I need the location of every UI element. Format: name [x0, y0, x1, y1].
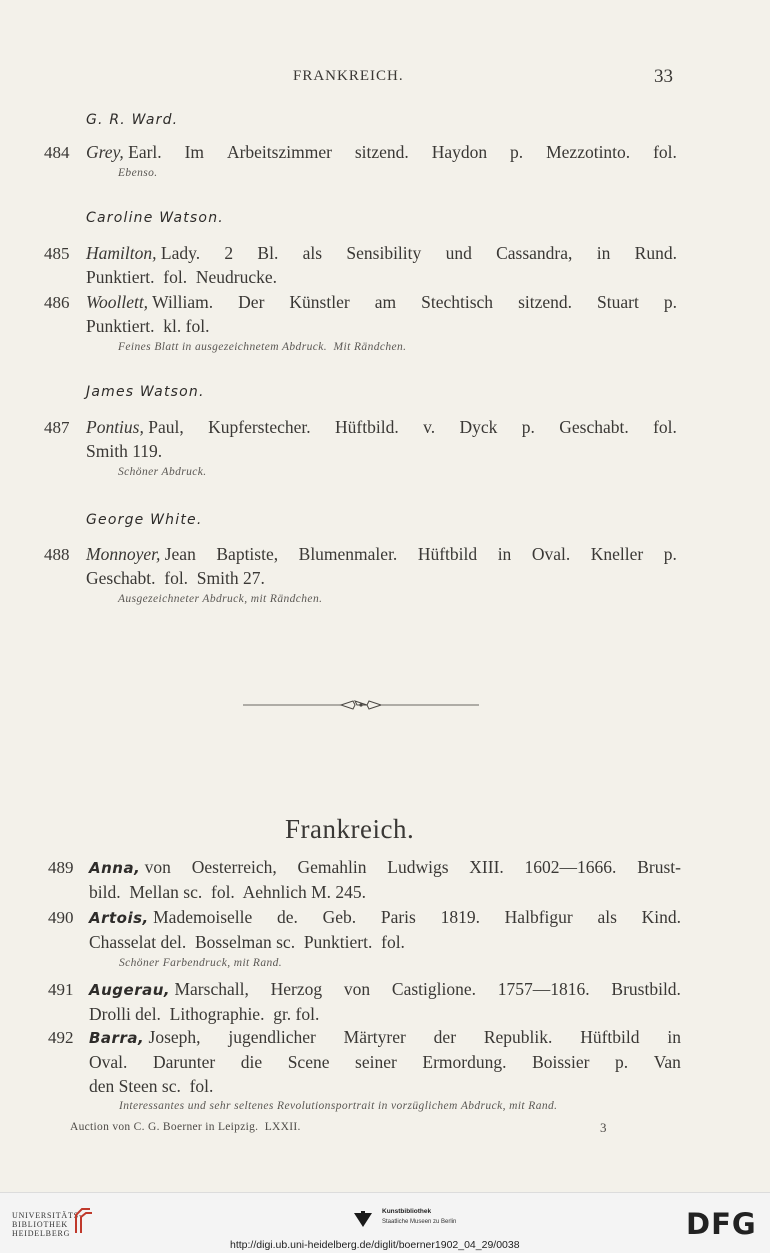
entry-name: Anna,	[89, 859, 141, 877]
section-artist-george-white: George White.	[86, 512, 203, 528]
section-artist-james-watson: James Watson.	[86, 384, 205, 400]
entry-name: Augerau,	[89, 981, 171, 999]
auction-footer: Auction von C. G. Boerner in Leipzig. LXXII.	[70, 1121, 301, 1133]
entry-number: 490	[48, 908, 74, 927]
kunstbibliothek-title: Kunstbibliothek	[382, 1208, 432, 1215]
entry-484-line1: Grey, Earl. Im Arbeitszimmer sitzend. Haydon p. Mezzotinto. fol.	[86, 142, 677, 162]
entry-486-line2: Punktiert. kl. fol.	[86, 316, 210, 336]
entry-number: 485	[44, 244, 70, 263]
entry-486-line1: Woollett, William. Der Künstler am Stechtisch sitzend. Stuart p.	[86, 292, 677, 312]
kunstbibliothek-logo-icon	[352, 1209, 374, 1229]
entry-492-note: Interessantes und sehr seltenes Revolutionsportrait in vorzüglichem Abdruck, mit Rand.	[119, 1100, 558, 1112]
entry-name: Barra,	[89, 1029, 145, 1047]
chapter-heading: Frankreich.	[285, 814, 415, 844]
entry-485-line1: Hamilton, Lady. 2 Bl. als Sensibility und Cassandra, in Rund.	[86, 243, 677, 263]
entry-489-line2: bild. Mellan sc. fol. Aehnlich M. 245.	[89, 882, 367, 902]
entry-number: 484	[44, 143, 70, 162]
entry-486-note: Feines Blatt in ausgezeichnetem Abdruck. Mit Rändchen.	[118, 341, 407, 353]
section-artist-caroline-watson: Caroline Watson.	[86, 210, 224, 226]
entry-name: Monnoyer,	[86, 544, 161, 564]
entry-name: Hamilton,	[86, 243, 157, 263]
entry-488-line1: Monnoyer, Jean Baptiste, Blumenmaler. Hüftbild in Oval. Kneller p.	[86, 544, 677, 564]
entry-number: 491	[48, 980, 74, 999]
entry-491-line2: Drolli del. Lithographie. gr. fol.	[89, 1004, 320, 1024]
page-number: 33	[654, 66, 673, 87]
entry-490-line2: Chasselat del. Bosselman sc. Punktiert. fol.	[89, 932, 405, 952]
entry-492-line2: Oval. Darunter die Scene seiner Ermordung. Boissier p. Van	[89, 1052, 681, 1072]
entry-number: 487	[44, 418, 70, 437]
entry-490-note: Schöner Farbendruck, mit Rand.	[119, 957, 283, 969]
entry-name: Pontius,	[86, 417, 144, 437]
entry-name: Grey,	[86, 142, 124, 162]
entry-487-note: Schöner Abdruck.	[118, 466, 207, 478]
kunstbibliothek-subtitle: Staatliche Museen zu Berlin	[382, 1219, 457, 1225]
ornamental-divider	[243, 698, 479, 712]
viewer-bottom-bar	[0, 1192, 770, 1253]
entry-name: Woollett,	[86, 292, 149, 312]
library-logo-icon	[72, 1207, 94, 1235]
dfg-logo: DFG	[686, 1207, 757, 1241]
library-name: UNIVERSITÄTS- BIBLIOTHEK HEIDELBERG	[12, 1211, 83, 1238]
entry-name: Artois,	[89, 909, 149, 927]
signature-mark: 3	[600, 1120, 607, 1135]
entry-485-line2: Punktiert. fol. Neudrucke.	[86, 267, 277, 287]
entry-number: 492	[48, 1028, 74, 1047]
entry-491-line1: Augerau, Marschall, Herzog von Castiglione. 1757—1816. Brustbild.	[89, 979, 681, 999]
entry-490-line1: Artois, Mademoiselle de. Geb. Paris 1819. Halbfigur als Kind.	[89, 907, 681, 927]
entry-492-line3: den Steen sc. fol.	[89, 1076, 214, 1096]
permalink-url[interactable]: http://digi.ub.uni-heidelberg.de/diglit/boerner1902_04_29/0038	[230, 1239, 520, 1251]
entry-number: 488	[44, 545, 70, 564]
entry-487-line1: Pontius, Paul, Kupferstecher. Hüftbild. v. Dyck p. Geschabt. fol.	[86, 417, 677, 437]
entry-number: 489	[48, 858, 74, 877]
entry-488-line2: Geschabt. fol. Smith 27.	[86, 568, 265, 588]
entry-489-line1: Anna, von Oesterreich, Gemahlin Ludwigs XIII. 1602—1666. Brust-	[89, 857, 681, 877]
entry-488-note: Ausgezeichneter Abdruck, mit Rändchen.	[118, 593, 323, 605]
entry-484-note: Ebenso.	[118, 167, 158, 179]
section-artist-ward: G. R. Ward.	[86, 112, 179, 128]
entry-number: 486	[44, 293, 70, 312]
running-title: FRANKREICH.	[293, 68, 404, 84]
entry-492-line1: Barra, Joseph, jugendlicher Märtyrer der Republik. Hüftbild in	[89, 1027, 681, 1047]
entry-487-line2: Smith 119.	[86, 441, 163, 461]
